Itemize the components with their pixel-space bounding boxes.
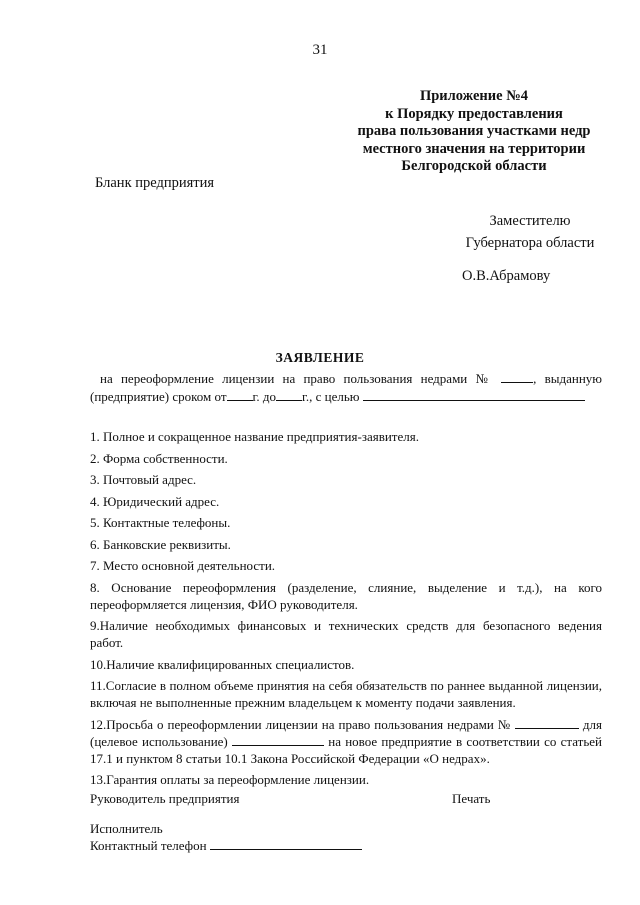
item12-text-2: для (целевое использование) — [90, 716, 603, 749]
intro-text-1: на переоформление лицензии на право пользования недрами № — [100, 371, 493, 386]
contact-phone-label: Контактный телефон — [90, 838, 207, 853]
list-item: 11.Согласие в полном объеме принятия на себя обязательств по раннее выданной лицензии, включая не выполненные прежним владельцем к моменту подачи заявления. — [90, 678, 602, 710]
list-item: 3. Почтовый адрес. — [90, 472, 197, 487]
purpose-blank — [363, 389, 585, 401]
list-item: 1. Полное и сокращенное название предприятия-заявителя. — [90, 429, 419, 444]
intro-text-5: г., с целью — [302, 389, 360, 404]
item12-text-3: на новое предприятие в соответствии со статьей 17.1 и пунктом 8 статьи 10.1 Закона Российской Федерации «О недрах». — [90, 733, 602, 766]
list-item: 13.Гарантия оплаты за переоформление лицензии. — [90, 772, 370, 787]
item12-license-blank — [515, 717, 579, 729]
application-intro — [90, 370, 602, 406]
list-item: 2. Форма собственности. — [90, 450, 228, 466]
executor-label: Исполнитель — [90, 821, 163, 836]
list-item: 5. Контактные телефоны. — [90, 515, 231, 530]
appendix-line-2: к Порядку предоставления — [385, 105, 563, 122]
contact-phone-blank — [210, 838, 362, 850]
list-item: 7. Место основной деятельности. — [90, 558, 276, 573]
company-letterhead-label: Бланк предприятия — [95, 175, 215, 191]
addressee-name: О.В.Абрамову — [462, 268, 551, 284]
appendix-line-1: Приложение №4 — [419, 88, 529, 104]
intro-text-4: г. до — [252, 389, 277, 404]
item12-purpose-blank — [232, 734, 324, 746]
appendix-header — [344, 88, 604, 176]
intro-line-1 — [90, 370, 602, 388]
requirements-list — [90, 428, 602, 793]
executor-block — [90, 820, 362, 854]
list-item: 10.Наличие квалифицированных специалистов. — [90, 656, 355, 672]
list-item: 4. Юридический адрес. — [90, 493, 220, 509]
list-item: 6. Банковские реквизиты. — [90, 536, 231, 552]
addressee-line-2: Губернатора области — [465, 235, 595, 251]
appendix-line-3: права пользования участками недр — [357, 123, 591, 139]
intro-text-2: , выданную — [533, 371, 603, 386]
contact-phone-line — [90, 837, 362, 854]
stamp-label: Печать — [452, 791, 491, 806]
list-item: 9.Наличие необходимых финансовых и технических средств для безопасного ведения работ. — [90, 618, 602, 650]
license-number-blank — [501, 371, 533, 383]
addressee-line-1: Заместителю — [489, 213, 571, 229]
addressee-block — [440, 210, 620, 254]
appendix-line-5: Белгородской области — [401, 158, 547, 174]
intro-text-3: (предприятие) сроком от — [90, 389, 227, 404]
appendix-line-4: местного значения на территории — [362, 140, 586, 157]
signature-head-label: Руководитель предприятия — [90, 791, 240, 806]
document-title: ЗАЯВЛЕНИЕ — [275, 350, 365, 365]
term-from-blank — [227, 389, 253, 401]
list-item: 8. Основание переоформления (разделение, слияние, выделение и т.д.), на кого переоформляется лицензия, ФИО руководителя. — [90, 579, 602, 612]
term-to-blank — [276, 389, 302, 401]
list-item-12 — [90, 716, 602, 767]
page-number: 31 — [312, 42, 328, 58]
item12-text-1: 12.Просьба о переоформлении лицензии на право пользования недрами № — [90, 716, 511, 732]
